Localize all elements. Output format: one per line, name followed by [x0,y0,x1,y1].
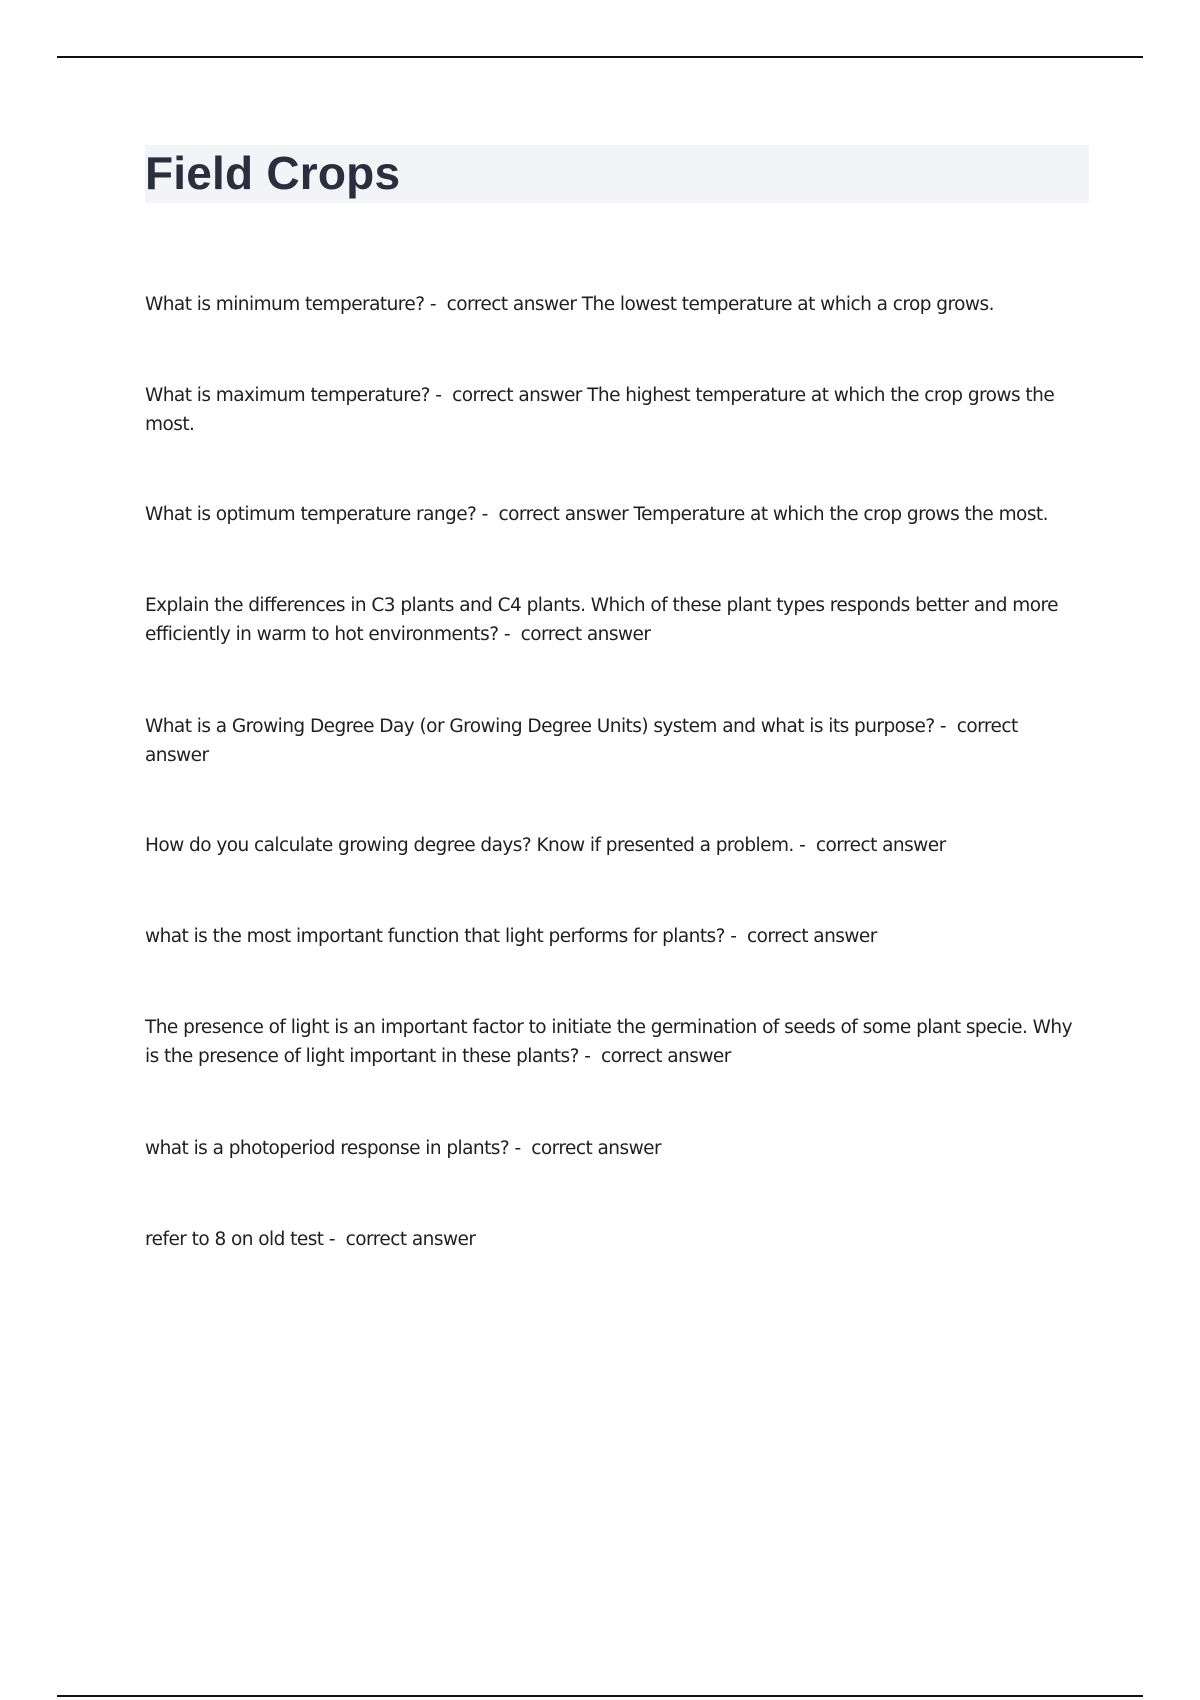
question-text: What is maximum temperature? [145,385,430,406]
separator: - [793,835,816,856]
question-text: refer to 8 on old test [145,1229,324,1250]
separator: - [498,624,521,645]
qa-item [145,712,1085,770]
answer-text: correct answer [520,624,651,645]
separator: - [509,1138,532,1159]
answer-text: correct answer [145,716,1018,766]
qa-item [145,831,1085,860]
answer-text: correct answer [815,835,946,856]
question-text: What is minimum temperature? [145,294,425,315]
answer-text: correct answer [345,1229,476,1250]
qa-item [145,1013,1085,1071]
separator: - [323,1229,346,1250]
question-text: What is optimum temperature range? [145,504,477,525]
qa-item [145,1134,1085,1163]
question-text: Explain the differences in C3 plants and C4 plants. Which of these plant types responds better and more efficiently in warm to hot environments? [145,595,1058,645]
top-rule [57,56,1143,58]
separator: - [429,385,453,406]
question-text: The presence of light is an important factor to initiate the germination of seeds of some plant specie. Why is the presence of light important in these plants? [145,1017,1072,1067]
answer-text: correct answer [531,1138,662,1159]
answer-text: correct answer [601,1046,731,1067]
answer-text: correct answer [747,926,877,947]
question-text: what is a photoperiod response in plants? [145,1138,510,1159]
qa-item [145,381,1085,439]
question-text: How do you calculate growing degree days? Know if presented a problem. [145,835,794,856]
qa-item [145,500,1085,529]
answer-text: correct answer Temperature at which the crop grows the most. [498,504,1048,525]
answer-text: correct answer The highest temperature at which the crop grows the most. [145,385,1055,435]
bottom-rule [57,1695,1143,1697]
separator: - [724,926,748,947]
question-text: what is the most important function that light performs for plants? [145,926,725,947]
qa-item [145,591,1085,649]
qa-item [145,1225,1085,1254]
question-text: What is a Growing Degree Day (or Growing Degree Units) system and what is its purpose? [145,716,935,737]
separator: - [476,504,499,525]
qa-item [145,290,1085,319]
answer-text: correct answer The lowest temperature at which a crop grows. [446,294,994,315]
page-title: Field Crops [145,147,401,199]
separator: - [424,294,447,315]
qa-item [145,922,1085,951]
separator: - [934,716,957,737]
separator: - [578,1046,602,1067]
